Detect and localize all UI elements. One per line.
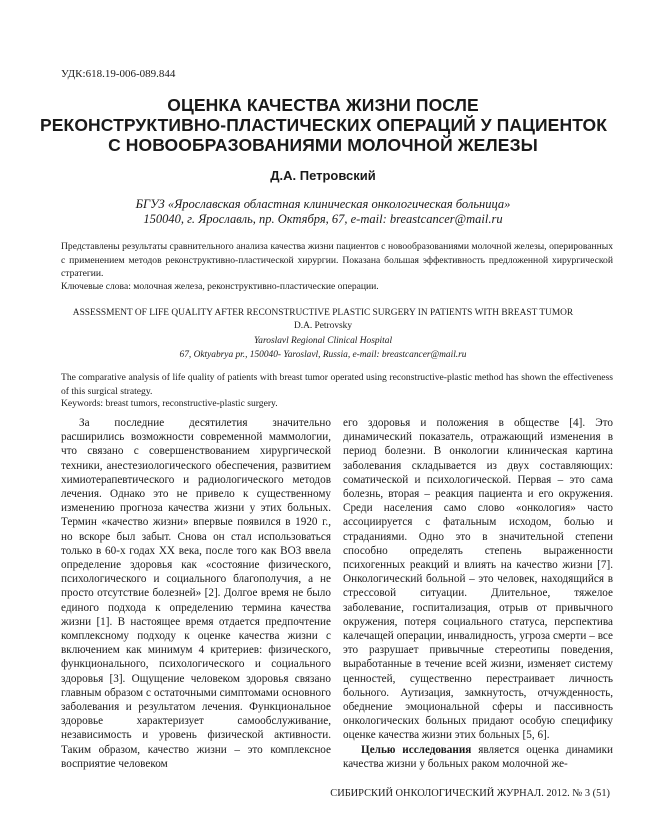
journal-footer: СИБИРСКИЙ ОНКОЛОГИЧЕСКИЙ ЖУРНАЛ. 2012. № 3 (51) <box>330 788 610 799</box>
udk-code: УДК:618.19-006-089.844 <box>61 68 176 80</box>
keywords-ru: Ключевые слова: молочная железа, реконструктивно-пластические операции. <box>61 281 379 292</box>
english-affiliation <box>0 334 646 362</box>
purpose-text: является оценка динамики качества жизни у больных раком молочной же- <box>343 743 613 770</box>
author-name: Д.А. Петровский <box>270 168 376 183</box>
abstract-en: The comparative analysis of life quality of patients with breast tumor operated using reconstructive-plastic method has shown the effectiveness of this surgical strategy. <box>61 372 613 397</box>
article-title <box>40 95 606 155</box>
body-column-right <box>343 416 613 771</box>
affiliation-line: БГУЗ «Ярославская областная клиническая онкологическая больница» <box>135 197 511 211</box>
purpose-paragraph <box>343 743 613 771</box>
body-column-left <box>61 416 331 771</box>
title-line: ОЦЕНКА КАЧЕСТВА ЖИЗНИ ПОСЛЕ <box>167 95 479 115</box>
english-title: ASSESSMENT OF LIFE QUALITY AFTER RECONSTRUCTIVE PLASTIC SURGERY IN PATIENTS WITH BREAST TUMOR <box>72 308 574 318</box>
title-line: РЕКОНСТРУКТИВНО-ПЛАСТИЧЕСКИХ ОПЕРАЦИЙ У ПАЦИЕНТОК <box>40 115 608 135</box>
body-paragraph: его здоровья и положения в обществе [4]. Это динамический показатель, отражающий изменения в период болезни. В онкологии клиническая картина заболевания складывается из двух составляющих: соматической и психологической. Первая – это сама болезнь, вторая – реакция пациента и его окружения. Среди населения само слово «онкология» часто ассоциируется с фатальным исходом, болью и страданиями. Одно это в значительной степени способно определять степень выраженности психогенных реакций и влиять на качество жизни [7]. Онкологический больной – это человек, находящийся в стрессовой ситуации. Длительное, тяжелое заболевание, госпитализация, отрыв от привычного окружения, потеря социального статуса, перспектива калечащей операции, инвалидность, угроза смерти – все это разрушает привычные стереотипы поведения, выработанные в течение всей жизни, изменяет систему ценностей, существенно перестраивает личность больного. Аутизация, замкнутость, отчужденность, обеднение эмоциональной сферы и пассивность онкологических больных придают особую специфику оценке качества жизни этих больных [5, 6]. <box>343 417 613 742</box>
english-affil-line: 67, Oktyabrya pr., 150040- Yaroslavl, Russia, e-mail: breastcancer@mail.ru <box>179 350 467 360</box>
affiliation-line: 150040, г. Ярославль, пр. Октября, 67, e-mail: breastcancer@mail.ru <box>143 212 503 226</box>
english-affil-line: Yaroslavl Regional Clinical Hospital <box>253 336 393 346</box>
affiliation <box>0 197 646 227</box>
purpose-label: Целью исследования <box>361 743 472 756</box>
english-author: D.A. Petrovsky <box>293 321 353 331</box>
body-paragraph: За последние десятилетия значительно расширились возможности современной маммологии, что связано с совершенствованием хирургической техники, анестезиологического обеспечения, развитием химиотерапевтического и радиологического методов лечения. Однако это не привело к существенному изменению прогноза качества жизни у этих больных. Термин «качество жизни» впервые появился в 1920 г., но вскоре был забыт. Снова он стал использоваться только в 60-х годах ХХ века, после того как ВОЗ ввела определение здоровья как «состояние физического, психологического и социального благополучия, а не просто отсутствие болезней» [2]. Долгое время не было единого подхода к определению термина качества жизни [1]. В настоящее время отдается предпочтение комплексному подходу к оценке качества жизни с включением как минимум 4 критериев: физического, функционального, психологического и социального здоровья [3]. Ощущение человеком здоровья связано главным образом с остаточными симптомами основного заболевания и результатом лечения. Функциональное здоровье характеризует самообслуживание, независимость и уровень физической активности. Таким образом, качество жизни – это комплексное восприятие человеком <box>61 417 331 770</box>
abstract-ru: Представлены результаты сравнительного анализа качества жизни пациентов с новообразованиями молочной железы, оперированных с применением методов реконструктивно-пластической хирургии. Показана большая эффективность предложенной хирургической стратегии. <box>61 241 613 279</box>
keywords-en: Keywords: breast tumors, reconstructive-plastic surgery. <box>61 398 278 409</box>
title-line: С НОВООБРАЗОВАНИЯМИ МОЛОЧНОЙ ЖЕЛЕЗЫ <box>108 135 538 155</box>
